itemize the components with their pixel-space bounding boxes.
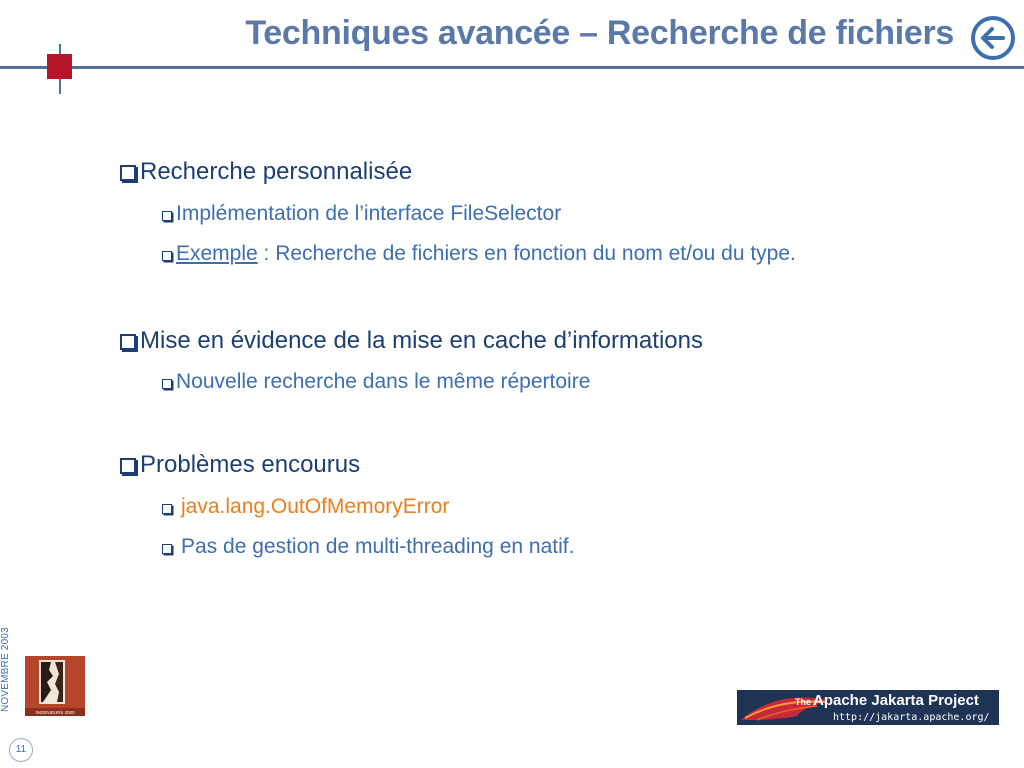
checkbox-bullet-icon bbox=[162, 211, 172, 221]
sub-bullet-outofmemory bbox=[162, 495, 449, 519]
bullet-text: Problèmes encourus bbox=[140, 451, 361, 478]
ingenieurs-2000-logo bbox=[25, 656, 85, 716]
checkbox-bullet-icon bbox=[120, 334, 136, 350]
sub-bullet-implementation bbox=[162, 202, 561, 226]
slide-title: Techniques avancée – Recherche de fichiers bbox=[245, 14, 954, 52]
sub-bullet-nouvelle-recherche bbox=[162, 370, 590, 394]
bullet-text: Recherche personnalisée bbox=[140, 158, 413, 185]
sub-bullet-text: Implémentation de l’interface FileSelector bbox=[176, 202, 562, 225]
bullet-recherche-personnalisee bbox=[120, 158, 412, 186]
bullet-text: Mise en évidence de la mise en cache d’informations bbox=[140, 327, 703, 354]
sub-bullet-multithreading bbox=[162, 535, 574, 559]
sub-bullet-text: : Recherche de fichiers en fonction du nom et/ou du type. bbox=[257, 242, 796, 265]
checkbox-bullet-icon bbox=[120, 165, 136, 181]
checkbox-bullet-icon bbox=[120, 458, 136, 474]
checkbox-bullet-icon bbox=[162, 504, 172, 514]
checkbox-bullet-icon bbox=[162, 379, 172, 389]
header-rule bbox=[0, 66, 1024, 69]
exemple-link[interactable]: Exemple bbox=[176, 242, 258, 265]
checkbox-bullet-icon bbox=[162, 544, 172, 554]
apache-jakarta-logo[interactable] bbox=[737, 690, 999, 725]
bullet-problemes bbox=[120, 451, 360, 479]
sub-bullet-exemple bbox=[162, 242, 796, 266]
svg-text:The: The bbox=[795, 697, 812, 707]
red-accent-square bbox=[47, 54, 72, 79]
checkbox-bullet-icon bbox=[162, 251, 172, 261]
svg-text:Apache Jakarta Project: Apache Jakarta Project bbox=[813, 692, 979, 709]
sub-bullet-text: Nouvelle recherche dans le même répertoire bbox=[176, 370, 591, 393]
svg-text:INGÉNIEURS 2000: INGÉNIEURS 2000 bbox=[35, 710, 75, 715]
sub-bullet-text: Pas de gestion de multi-threading en natif. bbox=[181, 535, 575, 558]
back-arrow-icon[interactable] bbox=[970, 15, 1016, 61]
error-text: java.lang.OutOfMemoryError bbox=[181, 495, 450, 518]
footer-date: NOVEMBRE 2003 bbox=[0, 627, 11, 712]
svg-text:http://jakarta.apache.org/: http://jakarta.apache.org/ bbox=[833, 712, 990, 723]
bullet-mise-en-cache bbox=[120, 327, 703, 355]
page-number: 11 bbox=[9, 738, 33, 762]
